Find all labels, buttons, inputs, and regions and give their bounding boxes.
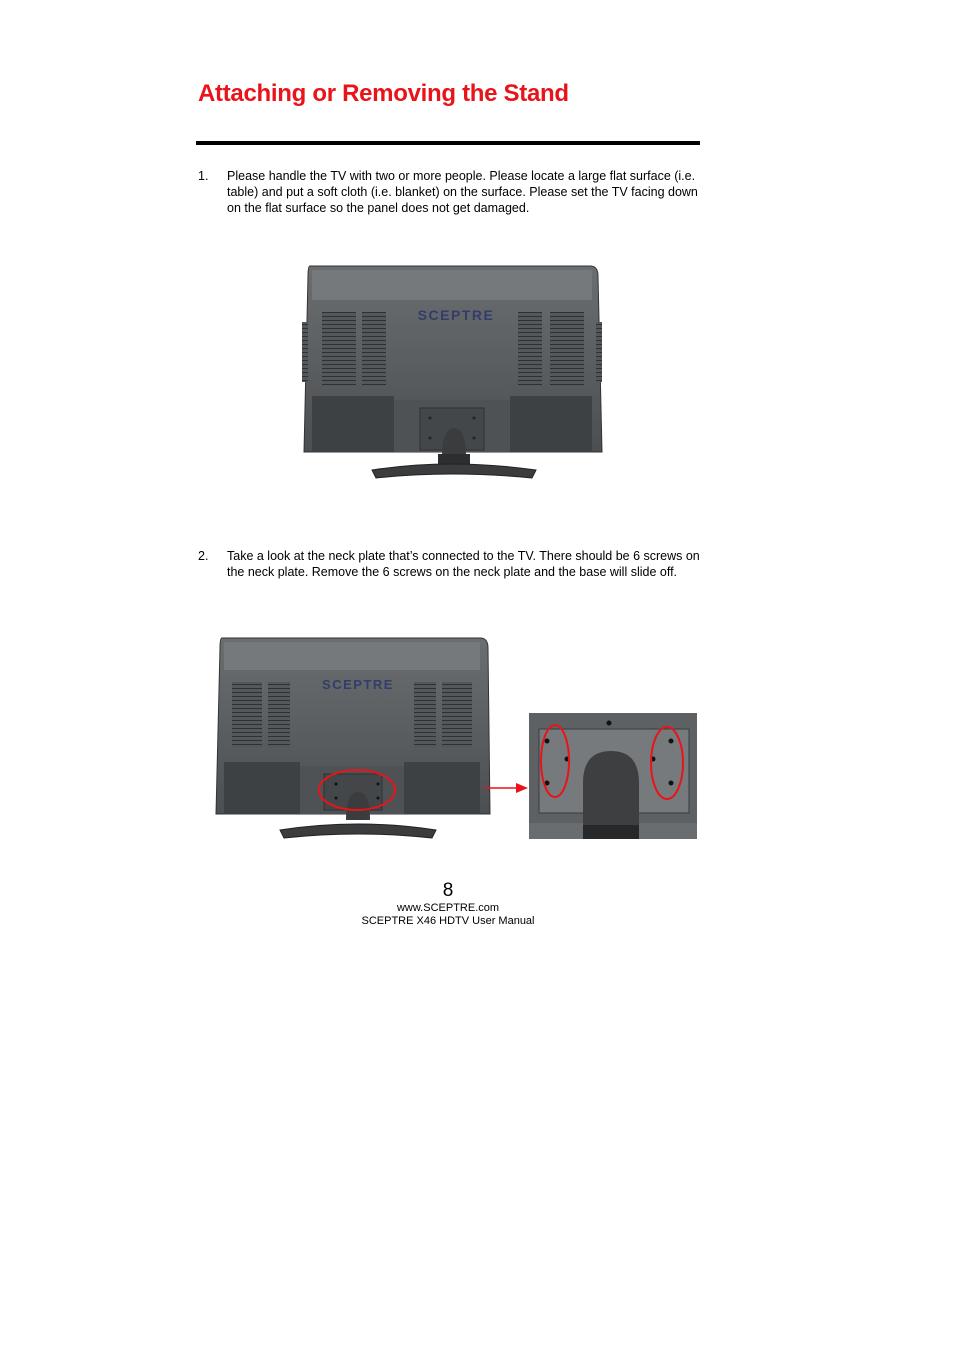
brand-logo-text: SCEPTRE	[417, 307, 495, 323]
footer-website: www.SCEPTRE.com	[396, 902, 500, 914]
pointer-arrow	[484, 780, 530, 796]
brand-logo-text: SCEPTRE	[322, 677, 394, 692]
page-number: 8	[442, 880, 454, 901]
page-title: Attaching or Removing the Stand	[198, 80, 569, 107]
step-number: 2.	[198, 549, 209, 563]
tv-back-with-stand-photo	[300, 262, 604, 484]
neck-plate-closeup-photo	[529, 713, 697, 839]
step-text: Please handle the TV with two or more people. Please locate a large flat surface (i.e. table) and put a soft cloth (i.e. blanket) on the surface. Please set the TV facing down on the flat surface so the panel does not get damaged.	[227, 169, 698, 215]
step-text: Take a look at the neck plate that’s connected to the TV. There should be 6 screws on the neck plate. Remove the 6 screws on the neck plate and the base will slide off.	[227, 549, 700, 579]
step-number: 1.	[198, 169, 209, 183]
footer-manual-name: SCEPTRE X46 HDTV User Manual	[361, 915, 535, 927]
tv-neck-plate-photo	[212, 634, 492, 840]
title-divider	[196, 141, 700, 145]
